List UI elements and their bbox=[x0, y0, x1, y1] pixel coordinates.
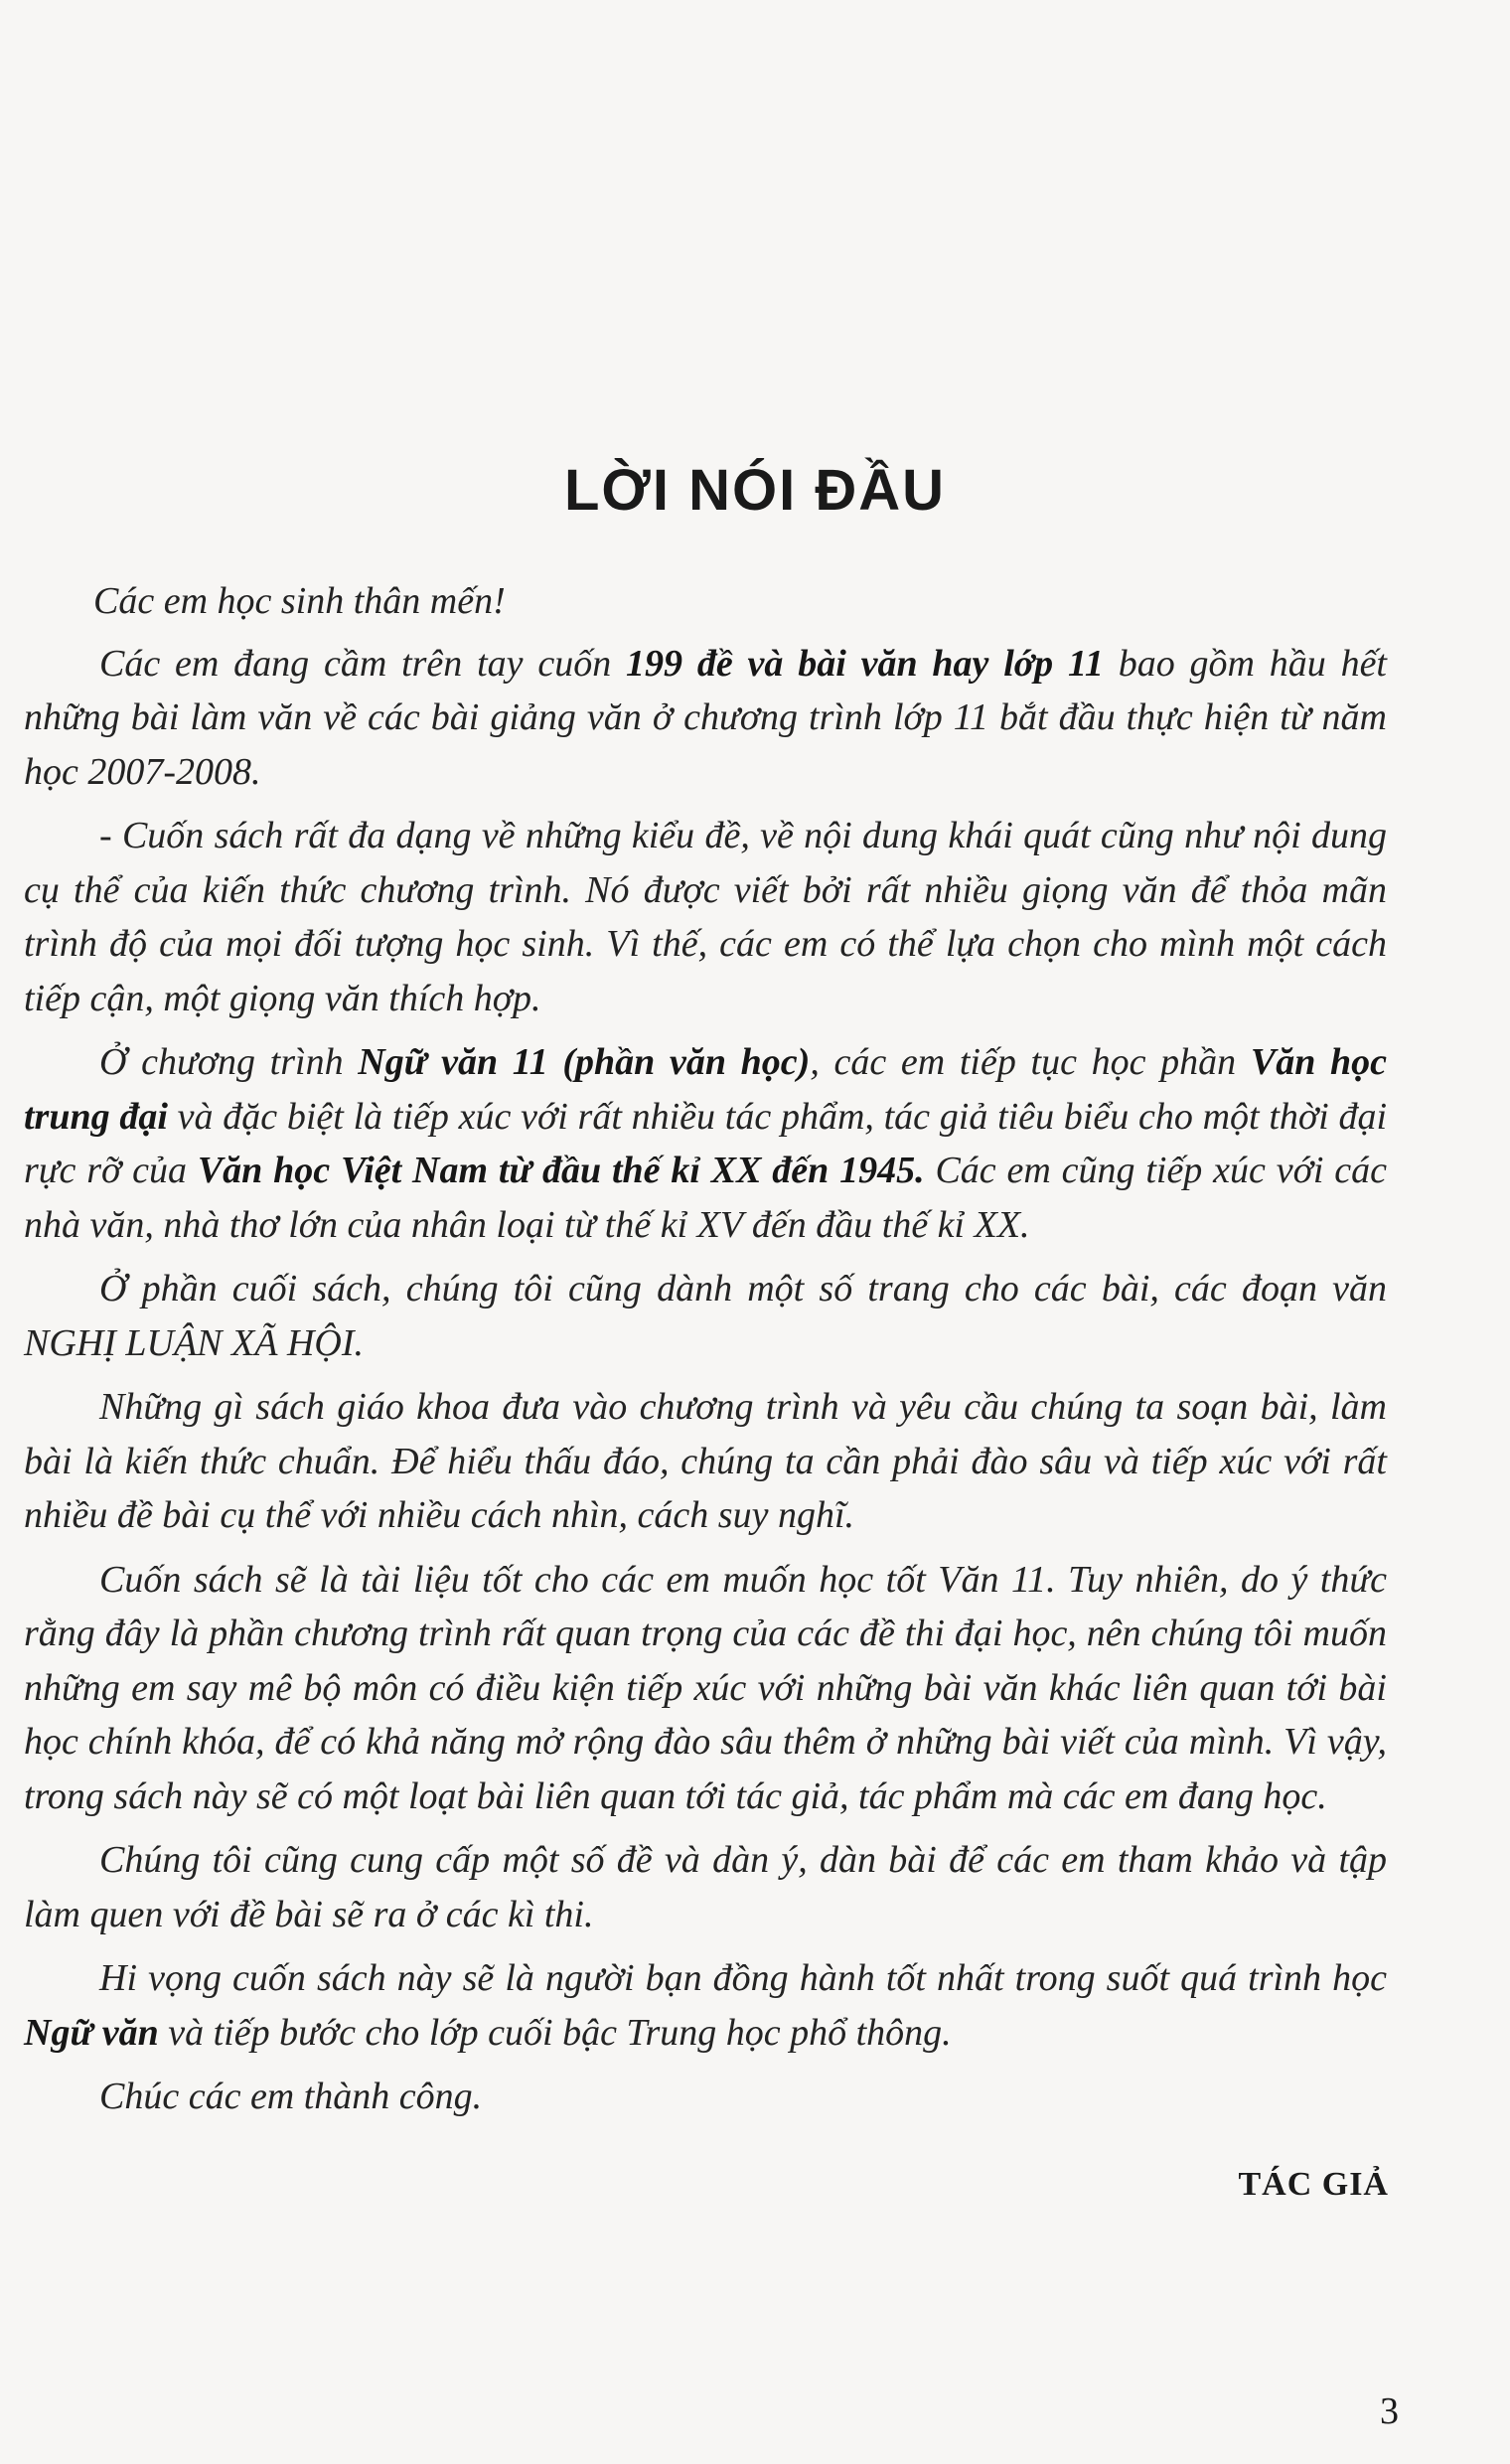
preface-body bbox=[24, 574, 1387, 2134]
paragraph-text: Hi vọng cuốn sách này sẽ là người bạn đồng hành tốt nhất trong suốt quá trình học bbox=[99, 1957, 1387, 1999]
paragraph-text: và đặc biệt là tiếp xúc với rất nhiều tác phẩm, tác giả tiêu biểu cho một thời đại rực rỡ của bbox=[24, 1095, 1388, 1191]
emphasis-trung-dai: Văn học trung đại bbox=[24, 1041, 1387, 1138]
paragraph-social-essays: Ở phần cuối sách, chúng tôi cũng dành một số trang cho các bài, các đoạn văn NGHỊ LUẬN XÃ HỘI. bbox=[24, 1268, 1387, 1364]
paragraph-text: và tiếp bước cho lớp cuối bậc Trung học phổ thông. bbox=[158, 2011, 952, 2054]
paragraph-text: bao gồm hầu hết những bài làm văn về các bài giảng văn ở chương trình lớp 11 bắt đầu thực hiện từ năm học 2007-2008. bbox=[24, 642, 1387, 793]
paragraph-purpose: Cuốn sách sẽ là tài liệu tốt cho các em muốn học tốt Văn 11. Tuy nhiên, do ý thức rằng đây là phần chương trình rất quan trọng của các đề thi đại học, nên chúng tôi muốn những em say mê bộ môn có điều kiện tiếp xúc với những bài văn khác liên quan tới bài học chính khóa, để có khả năng mở rộng đào sâu thêm ở những bài viết của mình. Vì vậy, trong sách này sẽ có một loạt bài liên quan tới tác giả, tác phẩm mà các em đang học. bbox=[24, 1558, 1387, 1817]
paragraph-hope bbox=[24, 1951, 1387, 2060]
paragraph-textbook: Những gì sách giáo khoa đưa vào chương trình và yêu cầu chúng ta soạn bài, làm bài là kiến thức chuẩn. Để hiểu thấu đáo, chúng ta cần phải đào sâu và tiếp xúc với rất nhiều đề bài cụ thể với nhiều cách nhìn, cách suy nghĩ. bbox=[24, 1386, 1387, 1536]
closing-wish: Chúc các em thành công. bbox=[99, 2076, 483, 2117]
emphasis-ngu-van: Ngữ văn 11 (phần văn học) bbox=[358, 1041, 811, 1083]
paragraph-intro bbox=[24, 637, 1387, 800]
page-title: LỜI NÓI ĐẦU bbox=[563, 458, 947, 523]
paragraph-variety: - Cuốn sách rất đa dạng về những kiểu đề, về nội dung khái quát cũng như nội dung cụ thể của kiến thức chương trình. Nó được viết bởi rất nhiều giọng văn để thỏa mãn trình độ của mọi đối tượng học sinh. Vì thế, các em có thể lựa chọn cho mình một cách tiếp cận, một giọng văn thích hợp. bbox=[24, 815, 1387, 1019]
page-number: 3 bbox=[1380, 2390, 1399, 2432]
author-signature: TÁC GIẢ bbox=[1238, 2166, 1389, 2203]
book-title-emphasis: 199 đề và bài văn hay lớp 11 bbox=[626, 642, 1104, 685]
emphasis-ngu-van-short: Ngữ văn bbox=[24, 2011, 159, 2054]
paragraph-text: Các em cũng tiếp xúc với các nhà văn, nhà thơ lớn của nhân loại từ thế kỉ XV đến đầu thế kỉ XX. bbox=[24, 1150, 1387, 1246]
emphasis-viet-nam: Văn học Việt Nam từ đầu thế kỉ XX đến 1945. bbox=[197, 1150, 925, 1191]
greeting: Các em học sinh thân mến! bbox=[93, 580, 506, 622]
paragraph-text: Ở chương trình bbox=[99, 1041, 359, 1083]
paragraph-text: , các em tiếp tục học phần bbox=[810, 1041, 1251, 1083]
paragraph-curriculum bbox=[24, 1035, 1387, 1252]
paragraph-text: Các em đang cầm trên tay cuốn bbox=[99, 642, 627, 685]
paragraph-outlines: Chúng tôi cũng cung cấp một số đề và dàn ý, dàn bài để các em tham khảo và tập làm quen với đề bài sẽ ra ở các kì thi. bbox=[24, 1839, 1387, 1935]
